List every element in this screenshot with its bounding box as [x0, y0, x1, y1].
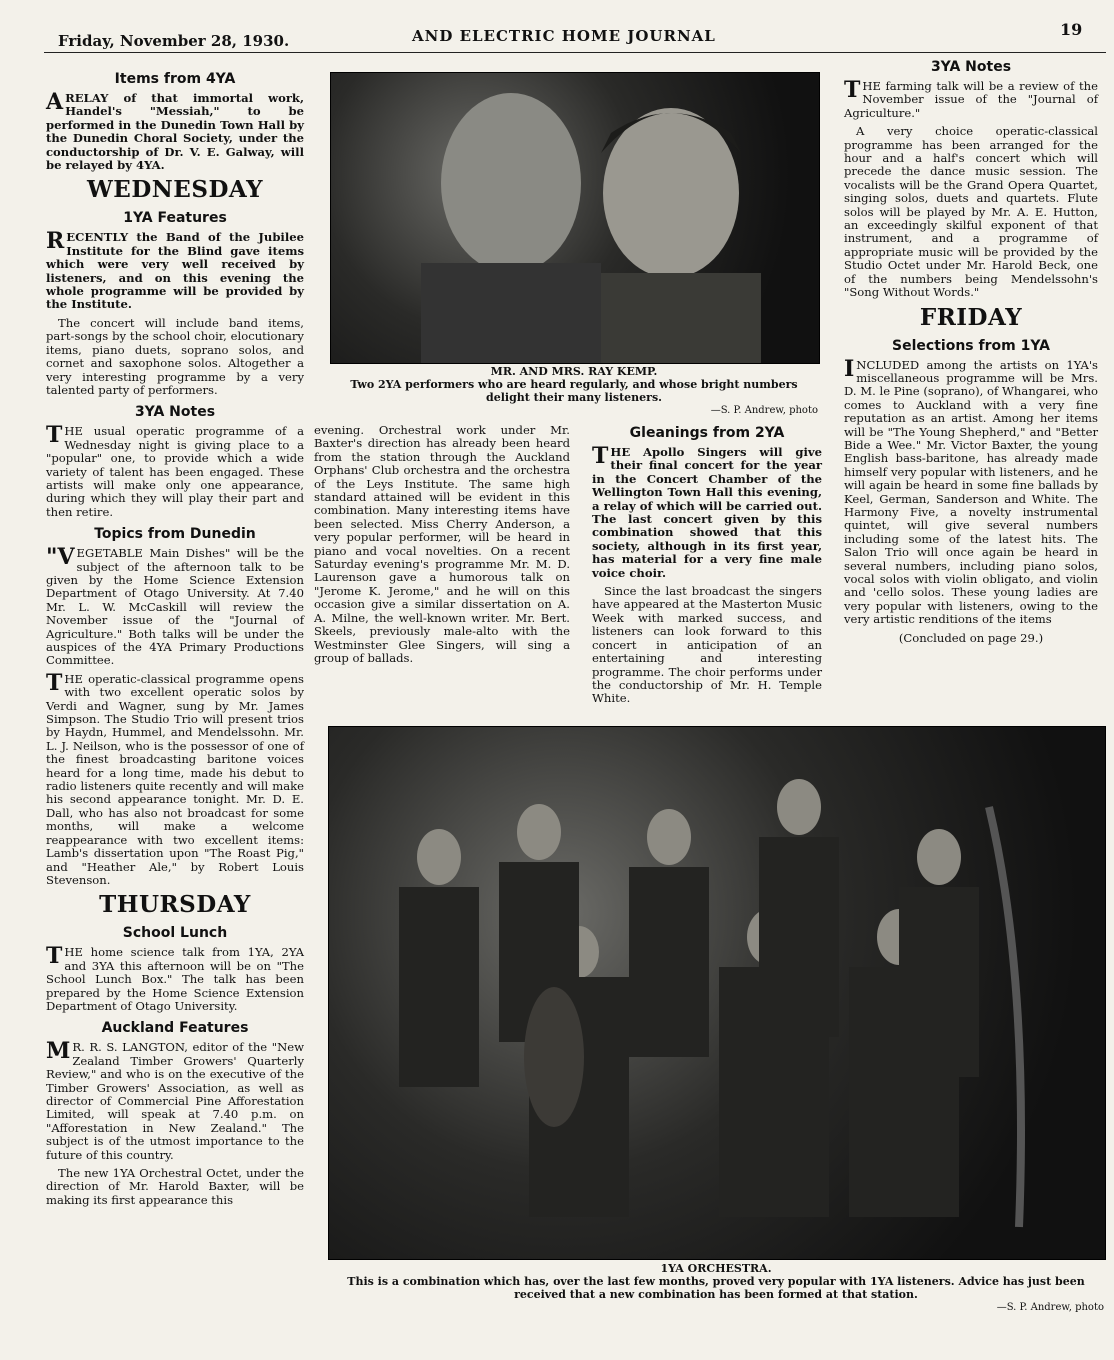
woman-face — [603, 108, 739, 278]
left-column — [46, 64, 304, 1212]
woman-dress — [601, 273, 761, 363]
caption-body-orchestra: This is a combination which has, over the last few months, proved very popular with 1YA listeners. Advice has just been received that a new combination has been formed at that station. — [347, 1275, 1085, 1301]
gleanings-column — [592, 418, 822, 711]
orchestra-illustration — [329, 727, 1105, 1259]
man-face — [441, 93, 581, 273]
heading-selections-1ya: Selections from 1YA — [892, 337, 1050, 354]
heading-school-lunch: School Lunch — [122, 925, 228, 942]
paragraph-since: Since the last broadcast the singers have appeared at the Masterton Music Week with marked success, and listeners can look forward to this concert in anticipation of an entertaining and interesting programme. The choir performs under the conductorship of Mr. H. Temple White. — [592, 584, 822, 706]
paragraph-messiah: ARELAY of that immortal work, Handel's "Messiah," to be performed in the Dunedin Town Hall by the Dunedin Choral Society, under the conductorship of Dr. V. E. Galway, will be relayed by 4YA. — [46, 89, 304, 173]
middle-column — [314, 424, 570, 670]
issue-date: Friday, November 28, 1930. — [58, 32, 290, 50]
paragraph-home-science: THE home science talk from 1YA, 2YA and 3YA this afternoon will be on "The School Lunch Box." The talk has been prepared by the Home Science Extension Department of Otago University. — [46, 943, 304, 1013]
credit-orchestra: —S. P. Andrew, photo — [996, 1302, 1104, 1313]
paragraph-usual: THE usual operatic programme of a Wednesday night is giving place to a "popular" one, to provide which a wide variety of talent has been engaged. These artists will make only one appearance, during which they will play their part and then retire. — [46, 422, 304, 519]
concluded-note: (Concluded on page 29.) — [898, 630, 1044, 645]
heading-thursday: THURSDAY — [99, 891, 251, 919]
paragraph-octet: The new 1YA Orchestral Octet, under the direction of Mr. Harold Baxter, will be making its first appearance this — [46, 1166, 304, 1207]
portrait-illustration — [331, 73, 819, 363]
heading-3ya-notes-right: 3YA Notes — [930, 59, 1012, 75]
caption-body-ray-kemp: Two 2YA performers who are heard regularly, and whose bright numbers delight their many listeners. — [350, 378, 798, 404]
paragraph-farming: THE farming talk will be a review of the November issue of the "Journal of Agriculture." — [844, 77, 1098, 120]
caption-title-orchestra: 1YA ORCHESTRA. — [660, 1262, 772, 1275]
paragraph-included: INCLUDED among the artists on 1YA's miscellaneous programme will be Mrs. D. M. le Pine (soprano), of Whangarei, who comes to Auckland with a very fine reputation as an artist. Among her items will be "The Young Shepherd," and "Better Bide a Wee." Mr. Victor Baxter, the young English bass-baritone, has already made himself very popular with listeners, and he will again be heard in some fine ballads by Keel, German, Sanderson and White. The Harmony Five, a novelty instrumental quintet, will give several numbers including some of the latest hits. The Salon Trio will once again be heard in several numbers, including piano solos, vocal solos with violin obligato, and violin and 'cello solos. These young ladies are very popular with listeners, owing to the very artistic renditions of the items — [844, 355, 1098, 627]
credit-ray-kemp: —S. P. Andrew, photo — [710, 405, 818, 416]
caption-title-ray-kemp: MR. AND MRS. RAY KEMP. — [490, 365, 658, 378]
caption-ray-kemp — [330, 365, 818, 417]
page-number: 19 — [1060, 20, 1083, 39]
paragraph-langton: M R. R. S. LANGTON, editor of the "New Zealand Timber Growers' Quarterly Review," and who is on the executive of the Timber Growers' Association, as well as director of Commercial Pine Afforestation Limited, will speak at 7.40 p.m. on "Afforestation in New Zealand." The subject is of the utmost importance to the future of this country. — [46, 1038, 304, 1162]
paragraph-concert: The concert will include band items, part-songs by the school choir, elocutionary items, piano duets, soprano solos, and cornet and saxophone solos. Altogether a very interesting programme by a very talented party of performers. — [46, 315, 304, 397]
paragraph-jubilee: RECENTLY the Band of the Jubilee Institute for the Blind gave items which were very well received by listeners, and on this evening the whole programme will be provided by the Institute. — [46, 228, 304, 312]
heading-auckland-features: Auckland Features — [101, 1020, 249, 1037]
cello — [524, 987, 584, 1127]
photo-1ya-orchestra — [328, 726, 1106, 1260]
man-suit — [421, 263, 601, 363]
heading-gleanings: Gleanings from 2YA — [629, 425, 785, 441]
double-bass — [989, 807, 1021, 1227]
paragraph-vegetable: "VEGETABLE Main Dishes" will be the subject of the afternoon talk to be given by the Home Science Extension Department of Otago University. At 7.40 Mr. L. W. McCaskill will review the November issue of the "Journal of Agriculture." Both talks will be under the auspices of the 4YA Primary Productions Committee. — [46, 544, 304, 668]
heading-1ya-features: 1YA Features — [123, 210, 227, 227]
paragraph-apollo: THE Apollo Singers will give their final concert for the year in the Concert Chamber of the Wellington Town Hall this evening, a relay of which will be carried out. The last concert given by this combination showed that this society, although in its first year, has material for a very fine male voice choir. — [592, 443, 822, 580]
journal-title: AND ELECTRIC HOME JOURNAL — [412, 27, 716, 45]
right-column — [844, 52, 1098, 645]
heading-topics-dunedin: Topics from Dunedin — [94, 526, 256, 543]
paragraph-operatic: THE operatic-classical programme opens with two excellent operatic solos by Verdi and Wagner, sung by Mr. James Simpson. The Studio Trio will present trios by Haydn, Hummel, and Mendelssohn. Mr. L. J. Neilson, who is the possessor of one of the finest broadcasting baritone voices heard for a long time, made his debut to radio listeners quite recently and will make his second appearance tonight. Mr. D. E. Dall, who has also not broadcast for some months, will make a welcome reappearance with two excellent items: Lamb's dissertation upon "The Roast Pig," and "Heather Ale," by Robert Louis Stevenson. — [46, 669, 304, 887]
heading-friday: FRIDAY — [919, 303, 1023, 331]
heading-3ya-notes-left: 3YA Notes — [134, 404, 216, 421]
photo-ray-kemp — [330, 72, 820, 364]
heading-items-4ya: Items from 4YA — [114, 71, 236, 87]
suits — [399, 837, 979, 1217]
paragraph-evening: evening. Orchestral work under Mr. Baxter's direction has already been heard from the station through the Auckland Orphans' Club orchestra and the orchestra of the Leys Institute. The same high standard attained will be evident in this combination. Many interesting items have been selected. Miss Cherry Anderson, a very popular performer, will be heard in piano and vocal novelties. On a recent Saturday evening's programme Mr. M. D. Laurenson gave a humorous talk on "Jerome K. Jerome," and he will on this occasion give a similar dissertation on A. A. Milne, the well-known writer. Mr. Bert. Skeels, previously male-alto with the Westminster Glee Singers, will sing a group of ballads. — [314, 423, 570, 665]
caption-1ya-orchestra — [328, 1262, 1104, 1314]
heading-wednesday: WEDNESDAY — [86, 176, 264, 204]
paragraph-choice: A very choice operatic-classical programme has been arranged for the hour and a half's concert which will precede the dance music session. The vocalists will be the Grand Opera Quartet, singing solos, duets and quartets. Flute solos will be played by Mr. A. E. Hutton, an exceedingly skilful exponent of that instrument, and a programme of appropriate music will be provided by the Studio Octet under Mr. Harold Beck, one of the numbers being Mendelssohn's "Song Without Words." — [844, 124, 1098, 300]
